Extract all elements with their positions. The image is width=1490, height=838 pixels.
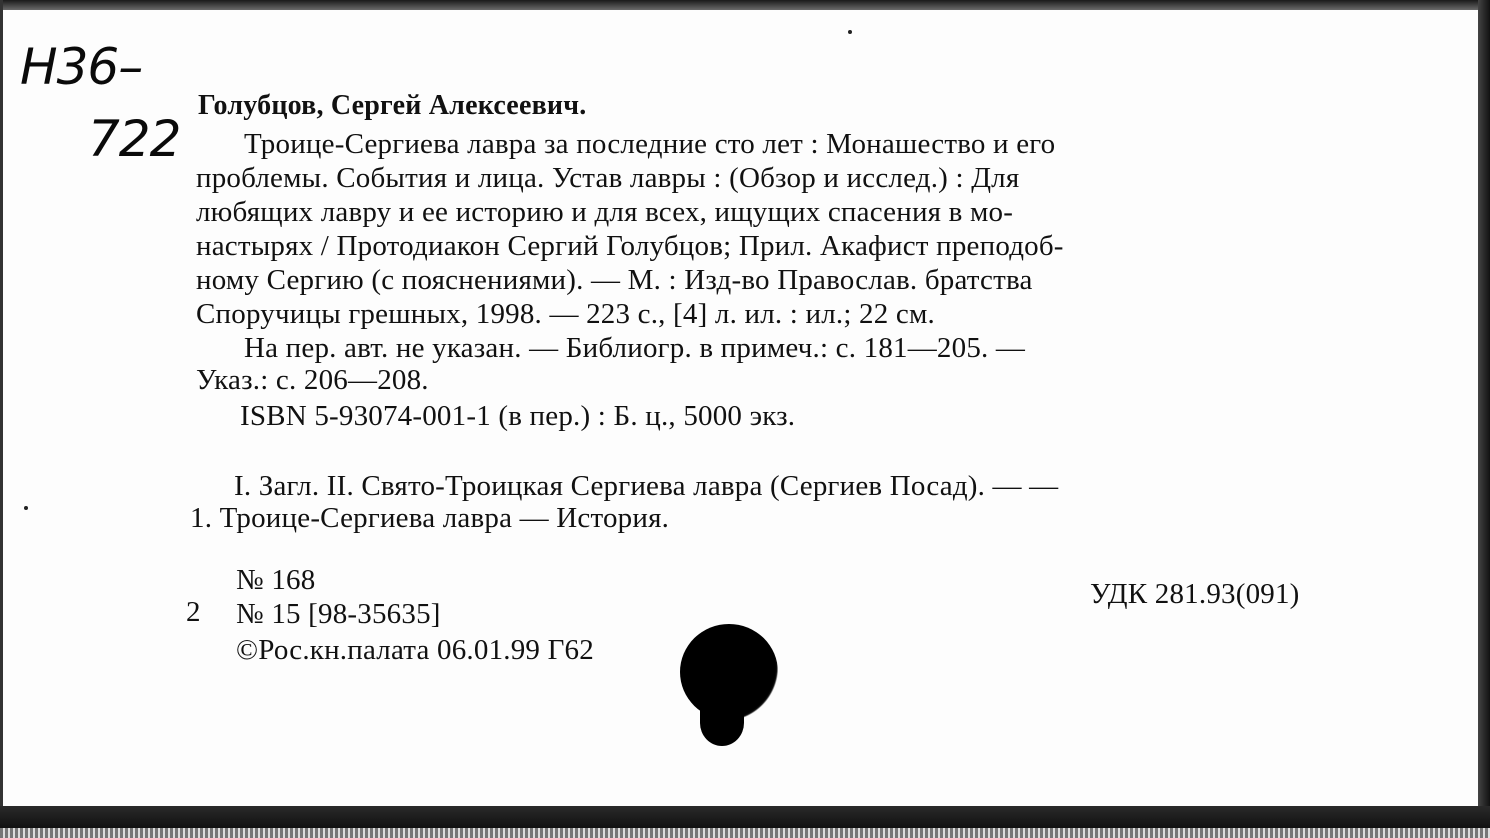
title-line-5: ному Сергию (с пояснениями). — М. : Изд-во Православ. братства xyxy=(196,264,1033,296)
card-frame-top xyxy=(0,0,1490,10)
udk-code: УДК 281.93(091) xyxy=(1090,578,1300,610)
title-line-2: проблемы. События и лица. Устав лавры : (Обзор и исслед.) : Для xyxy=(196,162,1020,194)
handwritten-shelfmark-line1: Н36– xyxy=(20,38,143,96)
note-line-2: Указ.: с. 206—208. xyxy=(196,364,429,396)
title-line-6: Споручицы грешных, 1998. — 223 с., [4] л. ил. : ил.; 22 см. xyxy=(196,298,935,330)
card-frame-bottom-edge xyxy=(0,828,1490,838)
subject-line-2: 1. Троице-Сергиева лавра — История. xyxy=(190,502,670,534)
speck xyxy=(848,30,852,34)
title-line-4: настырях / Протодиакон Сергий Голубцов; Прил. Акафист преподоб- xyxy=(196,230,1064,262)
title-line-1: Троице-Сергиева лавра за последние сто лет : Монашество и его xyxy=(244,128,1056,160)
card-number-2: № 15 [98-35635] xyxy=(236,598,441,630)
card-frame-left xyxy=(0,0,3,838)
author-heading: Голубцов, Сергей Алексеевич. xyxy=(198,90,587,121)
speck xyxy=(24,506,28,510)
card-number-prefix: 2 xyxy=(186,596,201,628)
book-chamber-stamp: ©Рос.кн.палата 06.01.99 Г62 xyxy=(236,634,594,666)
isbn-line: ISBN 5-93074-001-1 (в пер.) : Б. ц., 5000 экз. xyxy=(240,400,796,432)
handwritten-shelfmark-line2: 722 xyxy=(88,110,181,168)
ink-blot-tail xyxy=(700,700,744,746)
card-number-1: № 168 xyxy=(236,564,316,596)
card-frame-right xyxy=(1478,0,1490,838)
title-line-3: любящих лавру и ее историю и для всех, ищущих спасения в мо- xyxy=(196,196,1014,228)
note-line-1: На пер. авт. не указан. — Библиогр. в примеч.: с. 181—205. — xyxy=(244,332,1026,364)
subject-line-1: I. Загл. II. Свято-Троицкая Сергиева лавра (Сергиев Посад). — — xyxy=(234,470,1059,502)
